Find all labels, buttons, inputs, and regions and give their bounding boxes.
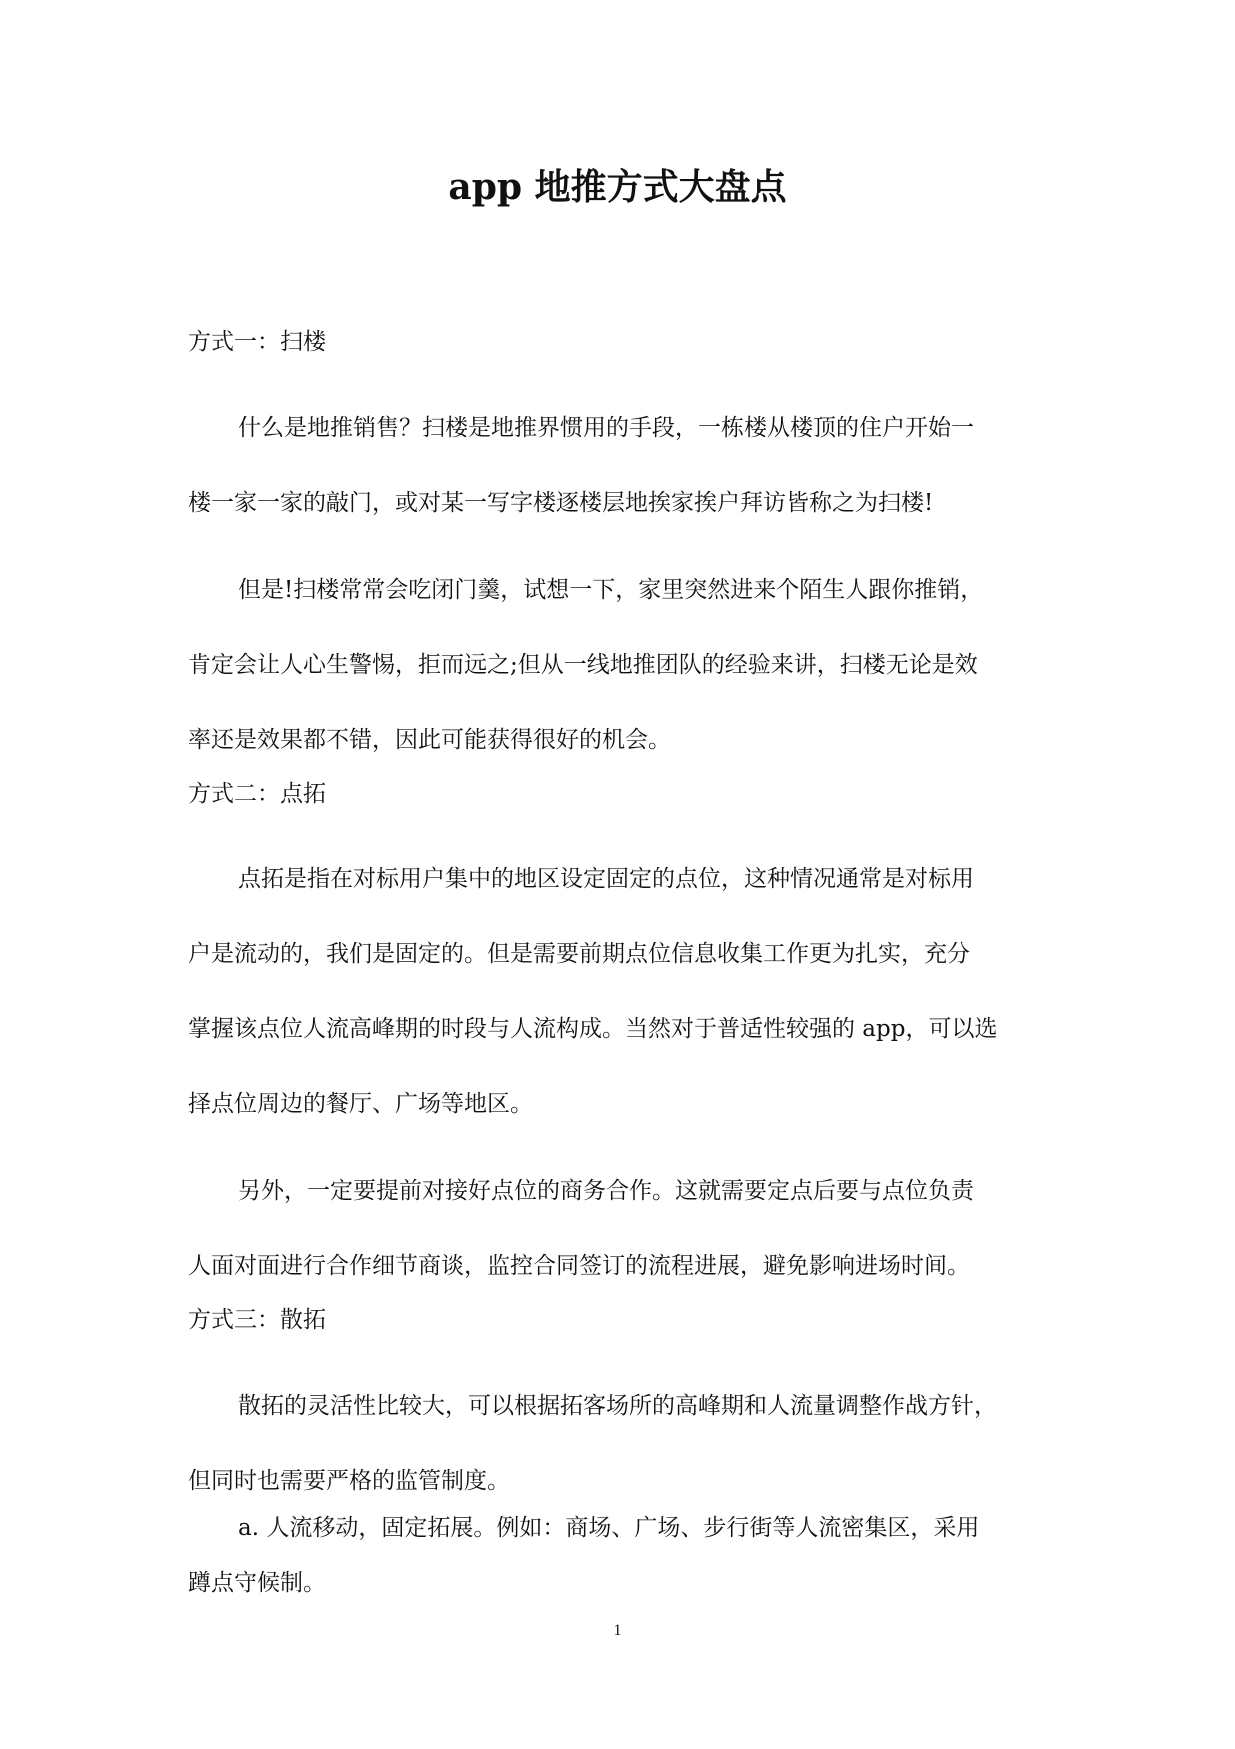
paragraph-line: a. 人流移动，固定拓展。例如：商场、广场、步行街等人流密集区，采用 (238, 1515, 980, 1541)
paragraph-line: 什么是地推销售？扫楼是地推界惯用的手段，一栋楼从楼顶的住户开始一 (238, 415, 974, 441)
paragraph-line: 但同时也需要严格的监管制度。 (188, 1468, 510, 1494)
page-number: 1 (613, 1622, 622, 1639)
paragraph-line: 掌握该点位人流高峰期的时段与人流构成。当然对于普适性较强的 app，可以选 (188, 1016, 998, 1042)
section-heading-1: 方式一：扫楼 (188, 329, 326, 355)
paragraph-line: 蹲点守候制。 (188, 1570, 326, 1596)
paragraph-line: 点拓是指在对标用户集中的地区设定固定的点位，这种情况通常是对标用 (238, 866, 974, 892)
section-heading-2: 方式二：点拓 (188, 781, 326, 807)
paragraph-line: 户是流动的，我们是固定的。但是需要前期点位信息收集工作更为扎实，充分 (188, 941, 970, 967)
document-title: app 地推方式大盘点 (448, 166, 787, 208)
paragraph-line: 率还是效果都不错，因此可能获得很好的机会。 (188, 727, 671, 753)
paragraph-line: 楼一家一家的敲门，或对某一写字楼逐楼层地挨家挨户拜访皆称之为扫楼! (188, 490, 934, 516)
paragraph-line: 择点位周边的餐厅、广场等地区。 (188, 1091, 533, 1117)
paragraph-line: 另外，一定要提前对接好点位的商务合作。这就需要定点后要与点位负责 (238, 1178, 974, 1204)
paragraph-line: 肯定会让人心生警惕，拒而远之;但从一线地推团队的经验来讲，扫楼无论是效 (188, 652, 978, 678)
paragraph-line: 人面对面进行合作细节商谈，监控合同签订的流程进展，避免影响进场时间。 (188, 1253, 970, 1279)
paragraph-line: 但是!扫楼常常会吃闭门羹，试想一下，家里突然进来个陌生人跟你推销， (238, 577, 984, 603)
section-heading-3: 方式三：散拓 (188, 1307, 326, 1333)
paragraph-line: 散拓的灵活性比较大，可以根据拓客场所的高峰期和人流量调整作战方针， (238, 1393, 997, 1419)
